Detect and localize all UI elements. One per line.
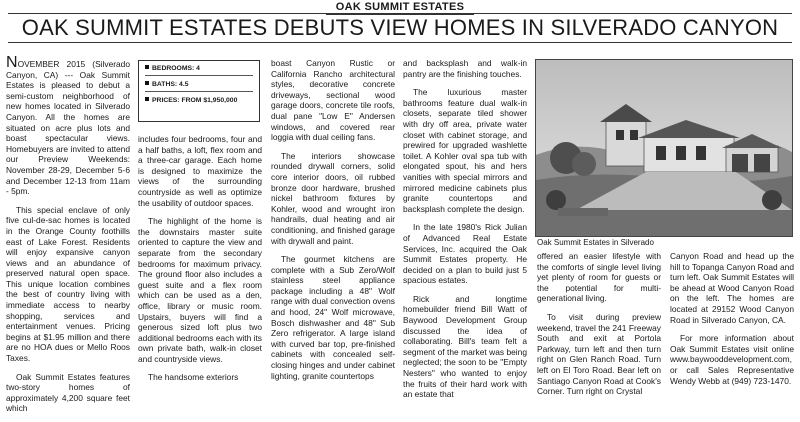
article-column-3	[271, 58, 395, 389]
bullet-square-icon	[145, 97, 149, 101]
headline: OAK SUMMIT ESTATES DEBUTS VIEW HOMES IN SILVERADO CANYON	[21, 15, 779, 40]
paragraph: This special enclave of only five cul-de-sac homes is located in the Orange County foothills east of Lake Forest. Residents will enjoy expansive canyon views and an abundance of preserved natural open space. This unique location combines the best of country living with immediate access to nearby shopping, services and entertainment venues. Pricing begins at $1.95 million and there are no HOA dues or Mello Roos Taxes.	[6, 204, 130, 364]
paragraph: includes four bedrooms, four and a half baths, a loft, flex room and a three-car garage. Each home is designed to maximize the views of the surrounding countryside as well as optimize the usability of outdoor spaces.	[138, 134, 262, 208]
paragraph: Canyon Road and head up the hill to Topanga Canyon Road and turn left. Oak Summit Estates will be ahead at Wood Canyon Road on the left. The homes are located at 29152 Wood Canyon Road in Silverado Canyon, CA.	[670, 251, 794, 325]
house-illustration	[536, 60, 792, 236]
facts-box	[138, 60, 260, 122]
paragraph: and backsplash and walk-in pantry are the finishing touches.	[403, 58, 527, 79]
article-column-4	[403, 58, 527, 408]
headline-rule	[8, 42, 792, 43]
paragraph: To visit during preview weekend, travel the 241 Freeway South and exit at Portola Parkway, turn left and then turn right on Glen Ranch Road. Turn left on El Toro Road. Bear left on Santiago Canyon Road at Cook's Corner. Turn right on Crystal	[537, 311, 661, 397]
paragraph: The luxurious master bathrooms feature dual walk-in closets, separate tiled shower with dry off area, private water closet with cabinet storage, and prewired for upgraded washlette toilet. A Kohler oval spa tub with elongated spout, his and hers vanities with special mirrors and mirrored medicine cabinets plus granite countertops and backsplash complete the design.	[403, 87, 527, 214]
paragraph: boast Canyon Rustic or California Rancho architectural styles, decorative concrete driveways, sectional wood garage doors, concrete tile roofs, dual pane "Low E" Andersen windows, and covered rear loggia with dual ceiling fans.	[271, 58, 395, 143]
section-label: OAK SUMMIT ESTATES	[0, 0, 800, 15]
paragraph: The gourmet kitchens are complete with a Sub Zero/Wolf stainless steel appliance package including a 48" Wolf range with dual convection ovens and hood, 24" Wolf microwave, Bosch dishwasher and 48" Sub Zero refrigerator. A large island with curved bar top, pre-finished cabinets with concealed self-closing hinges and under cabinet lighting, granite countertops	[271, 254, 395, 381]
paragraph: The interiors showcase rounded drywall corners, solid core interior doors, oil rubbed bronze door hardware, brushed nickel bathroom fixtures by Kohler, wood and wrought iron handrails, dual heating and air conditioning, and finished garage with drywall and paint.	[271, 150, 395, 246]
article-column-5	[537, 251, 661, 405]
lead-paragraph: NOVEMBER 2015 (Silverado Canyon, CA) --- Oak Summit Estates is pleased to debut a semi-custom neighborhood of new homes located in Silverado Canyon. All the homes are situated on acre plus lots and boast spectacular views. Homebuyers are invited to attend our Preview Weekends: November 28-29, December 5-6 and December 12-13 from 11am - 5pm.	[6, 54, 130, 197]
paragraph: Rick and longtime homebuilder friend Bill Watt of Baywood Development Group discussed the idea of collaborating. Bill's team felt a segment of the market was being neglected; the soon to be "Empty Nesters" who wanted to enjoy the fruits of their hard work with an estate that	[403, 293, 527, 400]
photo-caption: Oak Summit Estates in Silverado	[537, 238, 654, 247]
paragraph: Oak Summit Estates features two-story homes of approximately 4,200 square feet which	[6, 371, 130, 414]
paragraph: The highlight of the home is the downstairs master suite oriented to capture the view and separate from the secondary bedrooms for maximum privacy. The ground floor also includes a guest suite and a flex room which can be used as a den, office, library or music room. Upstairs, buyers will find a generous sized loft plus two additional bedrooms each with its own private bath, walk-in closet and countryside views.	[138, 216, 262, 364]
top-rule	[8, 13, 792, 14]
fact-baths: BATHS: 4.5	[145, 81, 253, 92]
paragraph: offered an easier lifestyle with the comforts of single level living yet plenty of room for guests or the potential for multi-generational living.	[537, 251, 661, 304]
article-column-1	[6, 54, 130, 422]
article-column-6	[670, 251, 794, 394]
fact-prices: PRICES: FROM $1,950,000	[145, 97, 253, 107]
bullet-square-icon	[145, 81, 149, 85]
drop-cap: N	[6, 54, 18, 71]
paragraph: The handsome exteriors	[148, 372, 239, 383]
bullet-square-icon	[145, 65, 149, 69]
house-photo	[535, 59, 793, 237]
paragraph: For more information about Oak Summit Estates visit online www.baywooddevelopment.com, or call Sales Representative Wendy Webb at (949) 723-1470.	[670, 333, 794, 386]
article-column-2	[138, 134, 262, 391]
fact-bedrooms: BEDROOMS: 4	[145, 65, 253, 76]
paragraph: In the late 1980's Rick Julian of Advanced Real Estate Services, Inc. acquired the Oak Summit Estates property. He decided on a plan to build just 5 spacious estates.	[403, 222, 527, 286]
